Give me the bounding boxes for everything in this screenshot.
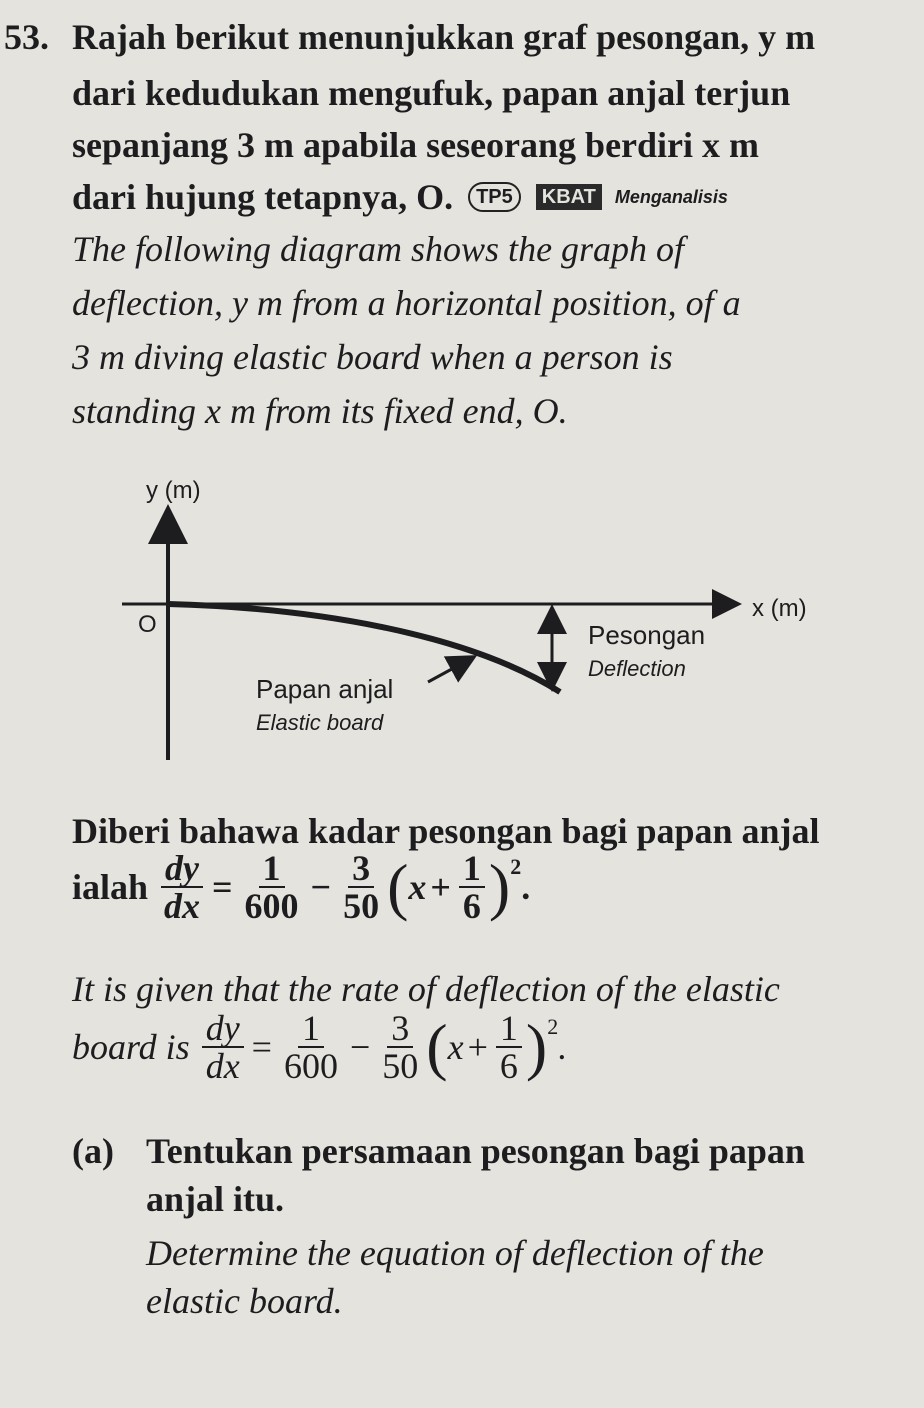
f1-num-en: 1 bbox=[298, 1010, 324, 1048]
left-paren: ( bbox=[387, 851, 409, 922]
f2-den-en: 50 bbox=[382, 1046, 419, 1086]
given-english-equation bbox=[72, 1010, 567, 1084]
f1-den-en: 600 bbox=[283, 1046, 338, 1086]
dy-dx-fraction bbox=[160, 850, 204, 924]
left-paren-en: ( bbox=[426, 1011, 448, 1082]
malay-stem-line-2: dari kedudukan mengufuk, papan anjal terjun bbox=[72, 73, 791, 113]
full-stop: . bbox=[521, 867, 531, 907]
dy-text-en: dy bbox=[202, 1010, 244, 1048]
malay-stem-line-4 bbox=[72, 176, 728, 218]
f2-num: 3 bbox=[348, 850, 374, 888]
minus-sign-en: − bbox=[349, 1027, 371, 1067]
part-a-english-line-2: elastic board. bbox=[146, 1281, 343, 1321]
equals-sign: = bbox=[212, 867, 233, 907]
power-2-en: 2 bbox=[547, 1014, 559, 1039]
board-label-english: Elastic board bbox=[256, 710, 384, 735]
deflection-diagram bbox=[0, 460, 924, 780]
given-english-line-1: It is given that the rate of deflection of the elastic bbox=[72, 969, 780, 1009]
right-paren-en: ) bbox=[525, 1011, 548, 1082]
origin-label: O bbox=[138, 611, 157, 638]
deflection-label-malay: Pesongan bbox=[588, 620, 706, 650]
english-stem-line-4: standing x m from its fixed end, O. bbox=[72, 391, 568, 431]
x-var-en: x bbox=[447, 1027, 464, 1067]
x-var: x bbox=[408, 867, 427, 907]
f2-den: 50 bbox=[343, 886, 380, 926]
malay-rate-equation bbox=[72, 850, 530, 924]
board-pointer-arrow bbox=[428, 658, 472, 682]
dx-text: dx bbox=[164, 886, 201, 926]
question-number: 53. bbox=[4, 17, 49, 57]
malay-stem-line-3: sepanjang 3 m apabila seseorang berdiri x m bbox=[72, 125, 760, 165]
equals-sign-en: = bbox=[251, 1027, 272, 1067]
part-a-english-line-1: Determine the equation of deflection of the bbox=[146, 1233, 764, 1273]
f1-num: 1 bbox=[259, 850, 285, 888]
part-a-malay-line-2: anjal itu. bbox=[146, 1179, 285, 1219]
board-label-malay: Papan anjal bbox=[256, 674, 394, 704]
given-malay-equation bbox=[72, 850, 530, 924]
deflection-label-english: Deflection bbox=[588, 656, 686, 681]
fraction-3-50-en bbox=[378, 1010, 422, 1084]
malay-stem-line-4-text: dari hujung tetapnya, O. bbox=[72, 177, 454, 217]
minus-sign: − bbox=[310, 867, 332, 907]
f2-num-en: 3 bbox=[387, 1010, 413, 1048]
power-2: 2 bbox=[510, 854, 522, 879]
part-a-malay-line-1: Tentukan persamaan pesongan bagi papan bbox=[146, 1131, 805, 1171]
skill-badge: Menganalisis bbox=[614, 187, 728, 207]
given-malay-line-1: Diberi bahawa kadar pesongan bagi papan anjal bbox=[72, 811, 820, 851]
fraction-1-600-en bbox=[280, 1010, 342, 1084]
english-stem-line-3: 3 m diving elastic board when a person is bbox=[72, 337, 673, 377]
part-a-label: (a) bbox=[72, 1131, 114, 1171]
f3-den: 6 bbox=[462, 886, 481, 926]
kbat-badge: KBAT bbox=[536, 184, 602, 210]
f3-den-en: 6 bbox=[499, 1046, 518, 1086]
f3-num-en: 1 bbox=[496, 1010, 522, 1048]
full-stop-en: . bbox=[558, 1027, 568, 1067]
dy-dx-fraction-en bbox=[202, 1010, 244, 1084]
malay-stem-line-1: Rajah berikut menunjukkan graf pesongan, y m bbox=[72, 17, 816, 57]
f1-den: 600 bbox=[244, 886, 299, 926]
dx-text-en: dx bbox=[205, 1046, 240, 1086]
english-stem-line-2: deflection, y m from a horizontal position, of a bbox=[72, 283, 741, 323]
english-rate-equation bbox=[72, 1010, 567, 1084]
plus-sign-en: + bbox=[467, 1027, 488, 1067]
english-stem-line-1: The following diagram shows the graph of bbox=[72, 229, 685, 269]
tp-badge: TP5 bbox=[468, 182, 521, 212]
fraction-1-600 bbox=[241, 850, 303, 924]
fraction-3-50 bbox=[339, 850, 383, 924]
f3-num: 1 bbox=[459, 850, 485, 888]
right-paren: ) bbox=[488, 851, 511, 922]
dy-text: dy bbox=[161, 850, 203, 888]
fraction-1-6 bbox=[459, 850, 485, 924]
y-axis-label: y (m) bbox=[146, 477, 201, 504]
fraction-1-6-en bbox=[496, 1010, 522, 1084]
x-axis-label: x (m) bbox=[752, 595, 807, 622]
given-english-prefix: board is bbox=[72, 1027, 190, 1067]
given-malay-prefix: ialah bbox=[72, 867, 149, 907]
plus-sign: + bbox=[430, 867, 451, 907]
